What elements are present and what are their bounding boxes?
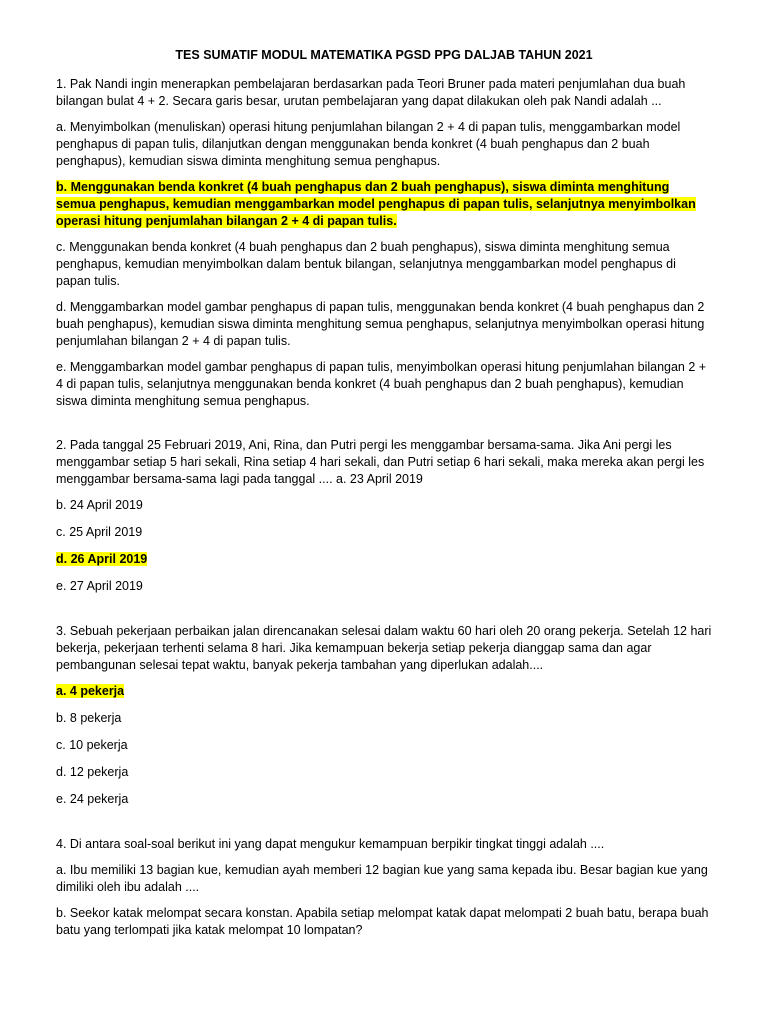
question-4-text: 4. Di antara soal-soal berikut ini yang dapat mengukur kemampuan berpikir tingkat tinggi adalah .... (56, 837, 605, 851)
question-2-option-e: e. 27 April 2019 (56, 579, 143, 593)
document-title: TES SUMATIF MODUL MATEMATIKA PGSD PPG DALJAB TAHUN 2021 (175, 48, 593, 62)
spacer (56, 605, 712, 623)
question-4-option-a: a. Ibu memiliki 13 bagian kue, kemudian ayah memberi 12 bagian kue yang sama kepada ibu. Besar bagian kue yang dimiliki oleh ibu adalah .... (56, 863, 708, 894)
question-1-option-e: e. Menggambarkan model gambar penghapus di papan tulis, menyimbolkan operasi hitung penjumlahan bilangan 2 + 4 di papan tulis, selanjutnya menggunakan benda konkret (4 buah penghapus dan 2 buah penghapus), kemudian siswa diminta menghitung semua penghapus. (56, 360, 707, 408)
question-2-option-d-answer (56, 551, 712, 568)
question-1-option-b-answer (56, 179, 712, 230)
question-1-option-a: a. Menyimbolkan (menuliskan) operasi hitung penjumlahan bilangan 2 + 4 di papan tulis, menggambarkan model penghapus di papan tulis, dilanjutkan dengan menggunakan benda konkret (4 buah penghapus dan 2 buah penghapus), kemudian siswa diminta menghitung semua penghapus. (56, 120, 681, 168)
question-2-text: 2. Pada tanggal 25 Februari 2019, Ani, Rina, dan Putri pergi les menggambar bersama-sama. Jika Ani pergi les menggambar setiap 5 hari sekali, Rina setiap 4 hari sekali, dan Putri setiap 6 hari sekali, maka mereka akan pergi les menggambar bersama-sama lagi pada tanggal .... a. 23 April 2019 (56, 438, 705, 486)
question-4-option-b: b. Seekor katak melompat secara konstan. Apabila setiap melompat katak dapat melompati 2 buah batu, berapa buah batu yang terlompati jika katak melompat 10 lompatan? (56, 906, 709, 937)
question-3-option-e: e. 24 pekerja (56, 792, 129, 806)
question-3-text: 3. Sebuah pekerjaan perbaikan jalan direncanakan selesai dalam waktu 60 hari oleh 20 orang pekerja. Setelah 12 hari bekerja, pekerjaan terhenti selama 8 hari. Jika kemampuan bekerja setiap pekerja dianggap sama dan agar pembangunan selesai tepat waktu, banyak pekerja tambahan yang diperlukan adalah.... (56, 624, 712, 672)
answer-highlight: a. 4 pekerja (56, 684, 125, 698)
question-2-option-c: c. 25 April 2019 (56, 525, 143, 539)
question-3-option-b: b. 8 pekerja (56, 711, 122, 725)
question-2-option-b: b. 24 April 2019 (56, 498, 143, 512)
question-3-option-c: c. 10 pekerja (56, 738, 128, 752)
spacer (56, 419, 712, 437)
question-1-option-d: d. Menggambarkan model gambar penghapus di papan tulis, menggunakan benda konkret (4 buah penghapus dan 2 buah penghapus), kemudian siswa diminta menghitung semua penghapus, selanjutnya menyimbolkan operasi hitung penjumlahan bilangan 2 + 4 di papan tulis. (56, 300, 705, 348)
answer-highlight: d. 26 April 2019 (56, 552, 148, 566)
question-3-option-a-answer (56, 683, 712, 700)
answer-highlight: b. Menggunakan benda konkret (4 buah penghapus dan 2 buah penghapus), siswa diminta menghitung semua penghapus, kemudian menggambarkan model penghapus di papan tulis, selanjutnya menyimbolkan operasi hitung penjumlahan bilangan 2 + 4 di papan tulis. (56, 180, 696, 228)
question-1-text: 1. Pak Nandi ingin menerapkan pembelajaran berdasarkan pada Teori Bruner pada materi penjumlahan dua buah bilangan bulat 4 + 2. Secara garis besar, urutan pembelajaran yang dapat dilakukan oleh pak Nandi adalah ... (56, 77, 686, 108)
spacer (56, 818, 712, 836)
question-3-option-d: d. 12 pekerja (56, 765, 129, 779)
question-1-option-c: c. Menggunakan benda konkret (4 buah penghapus dan 2 buah penghapus), siswa diminta menghitung semua penghapus, kemudian menyimbolkan dalam bentuk bilangan, selanjutnya menggambarkan model penghapus di papan tulis. (56, 240, 676, 288)
